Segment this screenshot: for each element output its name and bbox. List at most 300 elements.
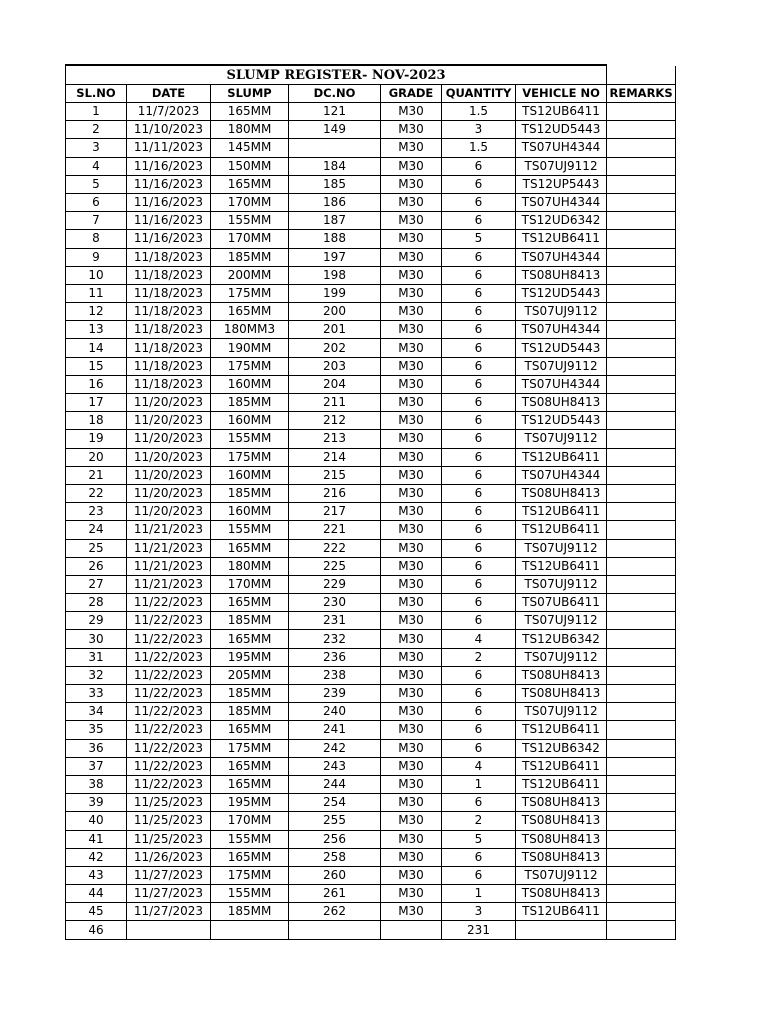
cell-vehicle-no: TS08UH8413 <box>516 685 607 703</box>
table-row <box>66 830 676 848</box>
cell-vehicle-no: TS07UJ9112 <box>516 648 607 666</box>
table-row <box>66 430 676 448</box>
cell-sl-no: 45 <box>66 903 127 921</box>
cell-grade: M30 <box>381 175 442 193</box>
table-row <box>66 630 676 648</box>
cell-slump: 165MM <box>211 303 289 321</box>
cell-sl-no: 11 <box>66 284 127 302</box>
cell-vehicle-no: TS07UJ9112 <box>516 357 607 375</box>
cell-dc-no: 244 <box>289 775 381 793</box>
cell-slump: 200MM <box>211 266 289 284</box>
cell-quantity: 4 <box>442 757 516 775</box>
cell-vehicle-no: TS07UJ9112 <box>516 430 607 448</box>
cell-grade: M30 <box>381 157 442 175</box>
cell-date: 11/21/2023 <box>127 557 211 575</box>
cell-dc-no: 221 <box>289 521 381 539</box>
table-row <box>66 739 676 757</box>
cell-vehicle-no: TS12UB6342 <box>516 630 607 648</box>
cell-dc-no: 243 <box>289 757 381 775</box>
cell-slump: 165MM <box>211 103 289 121</box>
table-body <box>66 103 676 940</box>
cell-vehicle-no: TS12UD5443 <box>516 284 607 302</box>
cell-dc-no: 230 <box>289 594 381 612</box>
cell-dc-no: 187 <box>289 212 381 230</box>
cell-quantity: 6 <box>442 539 516 557</box>
cell-sl-no: 26 <box>66 557 127 575</box>
cell-vehicle-no: TS08UH8413 <box>516 484 607 502</box>
table-row <box>66 557 676 575</box>
cell-remarks <box>607 448 676 466</box>
col-header-remarks: REMARKS <box>607 85 676 103</box>
table-row <box>66 212 676 230</box>
cell-quantity: 6 <box>442 794 516 812</box>
cell-grade: M30 <box>381 721 442 739</box>
cell-vehicle-no: TS12UB6411 <box>516 757 607 775</box>
table-row <box>66 230 676 248</box>
cell-sl-no: 37 <box>66 757 127 775</box>
cell-slump: 185MM <box>211 484 289 502</box>
cell-slump: 175MM <box>211 357 289 375</box>
cell-grade: M30 <box>381 321 442 339</box>
cell-quantity: 231 <box>442 921 516 939</box>
cell-dc-no <box>289 921 381 939</box>
cell-sl-no: 39 <box>66 794 127 812</box>
cell-sl-no: 27 <box>66 575 127 593</box>
cell-remarks <box>607 412 676 430</box>
cell-sl-no: 34 <box>66 703 127 721</box>
cell-slump: 170MM <box>211 575 289 593</box>
cell-remarks <box>607 539 676 557</box>
table-row <box>66 484 676 502</box>
cell-sl-no: 9 <box>66 248 127 266</box>
cell-sl-no: 8 <box>66 230 127 248</box>
cell-sl-no: 17 <box>66 394 127 412</box>
table-row <box>66 466 676 484</box>
cell-vehicle-no: TS07UJ9112 <box>516 703 607 721</box>
cell-grade: M30 <box>381 284 442 302</box>
cell-quantity: 6 <box>442 175 516 193</box>
cell-sl-no: 10 <box>66 266 127 284</box>
cell-vehicle-no: TS12UD5443 <box>516 412 607 430</box>
cell-vehicle-no: TS07UH4344 <box>516 193 607 211</box>
cell-date: 11/18/2023 <box>127 266 211 284</box>
cell-dc-no: 240 <box>289 703 381 721</box>
cell-slump: 165MM <box>211 175 289 193</box>
cell-sl-no: 46 <box>66 921 127 939</box>
cell-grade: M30 <box>381 121 442 139</box>
cell-dc-no: 216 <box>289 484 381 502</box>
cell-dc-no: 239 <box>289 685 381 703</box>
header-row <box>66 85 676 103</box>
cell-grade: M30 <box>381 266 442 284</box>
cell-date: 11/22/2023 <box>127 685 211 703</box>
cell-slump: 185MM <box>211 903 289 921</box>
cell-date: 11/18/2023 <box>127 375 211 393</box>
cell-date: 11/22/2023 <box>127 666 211 684</box>
cell-slump: 175MM <box>211 448 289 466</box>
cell-date: 11/10/2023 <box>127 121 211 139</box>
cell-quantity: 6 <box>442 594 516 612</box>
cell-date: 11/27/2023 <box>127 866 211 884</box>
cell-remarks <box>607 248 676 266</box>
cell-dc-no: 255 <box>289 812 381 830</box>
cell-sl-no: 40 <box>66 812 127 830</box>
cell-sl-no: 41 <box>66 830 127 848</box>
cell-dc-no: 222 <box>289 539 381 557</box>
cell-slump: 165MM <box>211 539 289 557</box>
cell-sl-no: 20 <box>66 448 127 466</box>
cell-dc-no: 213 <box>289 430 381 448</box>
cell-sl-no: 5 <box>66 175 127 193</box>
table-row <box>66 594 676 612</box>
cell-dc-no: 198 <box>289 266 381 284</box>
cell-sl-no: 16 <box>66 375 127 393</box>
cell-grade: M30 <box>381 230 442 248</box>
cell-vehicle-no: TS12UB6411 <box>516 230 607 248</box>
cell-vehicle-no: TS12UD6342 <box>516 212 607 230</box>
cell-vehicle-no: TS07UH4344 <box>516 375 607 393</box>
cell-vehicle-no: TS12UB6411 <box>516 503 607 521</box>
cell-sl-no: 12 <box>66 303 127 321</box>
cell-quantity: 3 <box>442 903 516 921</box>
cell-remarks <box>607 503 676 521</box>
cell-dc-no: 242 <box>289 739 381 757</box>
cell-sl-no: 4 <box>66 157 127 175</box>
cell-remarks <box>607 703 676 721</box>
cell-dc-no: 186 <box>289 193 381 211</box>
cell-date: 11/16/2023 <box>127 157 211 175</box>
cell-dc-no: 217 <box>289 503 381 521</box>
table-row <box>66 721 676 739</box>
cell-slump: 170MM <box>211 812 289 830</box>
cell-vehicle-no: TS12UD5443 <box>516 121 607 139</box>
cell-remarks <box>607 594 676 612</box>
cell-date: 11/22/2023 <box>127 594 211 612</box>
col-header-vehicle-no: VEHICLE NO <box>516 85 607 103</box>
cell-slump: 155MM <box>211 430 289 448</box>
cell-remarks <box>607 121 676 139</box>
cell-remarks <box>607 685 676 703</box>
cell-grade: M30 <box>381 630 442 648</box>
col-header-dc-no: DC.NO <box>289 85 381 103</box>
cell-slump: 175MM <box>211 739 289 757</box>
cell-dc-no: 188 <box>289 230 381 248</box>
cell-date: 11/16/2023 <box>127 193 211 211</box>
cell-quantity: 6 <box>442 339 516 357</box>
cell-quantity: 3 <box>442 121 516 139</box>
cell-vehicle-no: TS07UJ9112 <box>516 866 607 884</box>
cell-grade: M30 <box>381 503 442 521</box>
cell-grade: M30 <box>381 594 442 612</box>
cell-sl-no: 33 <box>66 685 127 703</box>
cell-date: 11/22/2023 <box>127 775 211 793</box>
table-row <box>66 503 676 521</box>
cell-vehicle-no: TS07UB6411 <box>516 594 607 612</box>
cell-slump: 165MM <box>211 757 289 775</box>
cell-slump: 165MM <box>211 848 289 866</box>
cell-grade: M30 <box>381 848 442 866</box>
cell-remarks <box>607 612 676 630</box>
cell-grade: M30 <box>381 575 442 593</box>
cell-sl-no: 13 <box>66 321 127 339</box>
cell-date: 11/20/2023 <box>127 412 211 430</box>
table-row <box>66 794 676 812</box>
cell-slump: 160MM <box>211 503 289 521</box>
cell-quantity: 4 <box>442 630 516 648</box>
cell-grade: M30 <box>381 448 442 466</box>
cell-dc-no <box>289 139 381 157</box>
cell-vehicle-no: TS08UH8413 <box>516 830 607 848</box>
cell-date: 11/22/2023 <box>127 757 211 775</box>
cell-remarks <box>607 103 676 121</box>
cell-vehicle-no: TS12UB6411 <box>516 448 607 466</box>
table-row <box>66 921 676 939</box>
cell-quantity: 6 <box>442 503 516 521</box>
cell-vehicle-no: TS07UH4344 <box>516 139 607 157</box>
cell-date: 11/21/2023 <box>127 575 211 593</box>
cell-quantity: 6 <box>442 357 516 375</box>
cell-vehicle-no: TS08UH8413 <box>516 394 607 412</box>
cell-grade: M30 <box>381 521 442 539</box>
cell-dc-no: 229 <box>289 575 381 593</box>
cell-slump: 180MM <box>211 121 289 139</box>
table-row <box>66 412 676 430</box>
cell-sl-no: 19 <box>66 430 127 448</box>
cell-remarks <box>607 812 676 830</box>
table-row <box>66 703 676 721</box>
cell-date <box>127 921 211 939</box>
cell-dc-no: 197 <box>289 248 381 266</box>
table-row <box>66 539 676 557</box>
cell-dc-no: 254 <box>289 794 381 812</box>
table-row <box>66 303 676 321</box>
cell-dc-no: 232 <box>289 630 381 648</box>
cell-sl-no: 18 <box>66 412 127 430</box>
cell-quantity: 6 <box>442 375 516 393</box>
cell-slump: 185MM <box>211 248 289 266</box>
cell-slump: 185MM <box>211 685 289 703</box>
cell-remarks <box>607 357 676 375</box>
cell-sl-no: 7 <box>66 212 127 230</box>
cell-dc-no: 199 <box>289 284 381 302</box>
cell-slump: 160MM <box>211 412 289 430</box>
table-row <box>66 103 676 121</box>
cell-sl-no: 30 <box>66 630 127 648</box>
cell-dc-no: 225 <box>289 557 381 575</box>
title-row-blank <box>607 66 676 85</box>
cell-grade: M30 <box>381 357 442 375</box>
cell-remarks <box>607 794 676 812</box>
cell-dc-no: 261 <box>289 885 381 903</box>
table-row <box>66 521 676 539</box>
cell-date: 11/7/2023 <box>127 103 211 121</box>
cell-vehicle-no: TS08UH8413 <box>516 848 607 866</box>
cell-remarks <box>607 757 676 775</box>
cell-grade: M30 <box>381 757 442 775</box>
cell-dc-no: 211 <box>289 394 381 412</box>
cell-sl-no: 35 <box>66 721 127 739</box>
cell-dc-no: 258 <box>289 848 381 866</box>
cell-quantity: 1 <box>442 775 516 793</box>
cell-dc-no: 236 <box>289 648 381 666</box>
cell-slump: 180MM <box>211 557 289 575</box>
cell-slump: 165MM <box>211 721 289 739</box>
cell-remarks <box>607 157 676 175</box>
cell-quantity: 6 <box>442 430 516 448</box>
cell-grade: M30 <box>381 648 442 666</box>
cell-vehicle-no: TS12UB6342 <box>516 739 607 757</box>
cell-dc-no: 256 <box>289 830 381 848</box>
table-row <box>66 903 676 921</box>
cell-vehicle-no: TS12UB6411 <box>516 903 607 921</box>
cell-quantity: 6 <box>442 248 516 266</box>
cell-quantity: 6 <box>442 412 516 430</box>
table-row <box>66 357 676 375</box>
cell-sl-no: 3 <box>66 139 127 157</box>
cell-date: 11/22/2023 <box>127 703 211 721</box>
col-header-date: DATE <box>127 85 211 103</box>
cell-remarks <box>607 848 676 866</box>
cell-quantity: 5 <box>442 230 516 248</box>
cell-quantity: 1.5 <box>442 103 516 121</box>
cell-slump: 195MM <box>211 648 289 666</box>
cell-remarks <box>607 921 676 939</box>
cell-date: 11/25/2023 <box>127 794 211 812</box>
table-row <box>66 757 676 775</box>
cell-sl-no: 32 <box>66 666 127 684</box>
cell-grade: M30 <box>381 430 442 448</box>
cell-remarks <box>607 175 676 193</box>
table-row <box>66 648 676 666</box>
cell-date: 11/20/2023 <box>127 394 211 412</box>
cell-vehicle-no: TS07UJ9112 <box>516 612 607 630</box>
cell-vehicle-no <box>516 921 607 939</box>
cell-grade: M30 <box>381 739 442 757</box>
cell-quantity: 6 <box>442 212 516 230</box>
table-row <box>66 885 676 903</box>
cell-grade: M30 <box>381 193 442 211</box>
cell-grade: M30 <box>381 885 442 903</box>
cell-sl-no: 1 <box>66 103 127 121</box>
cell-slump: 170MM <box>211 193 289 211</box>
cell-quantity: 6 <box>442 303 516 321</box>
cell-quantity: 6 <box>442 466 516 484</box>
cell-grade: M30 <box>381 685 442 703</box>
cell-remarks <box>607 466 676 484</box>
cell-slump: 185MM <box>211 703 289 721</box>
cell-date: 11/20/2023 <box>127 430 211 448</box>
cell-dc-no: 215 <box>289 466 381 484</box>
register-title: SLUMP REGISTER- NOV-2023 <box>66 66 607 85</box>
cell-date: 11/18/2023 <box>127 321 211 339</box>
cell-quantity: 6 <box>442 448 516 466</box>
cell-grade: M30 <box>381 539 442 557</box>
cell-remarks <box>607 321 676 339</box>
cell-date: 11/20/2023 <box>127 448 211 466</box>
cell-sl-no: 38 <box>66 775 127 793</box>
cell-vehicle-no: TS07UH4344 <box>516 321 607 339</box>
table-row <box>66 321 676 339</box>
cell-date: 11/22/2023 <box>127 721 211 739</box>
cell-vehicle-no: TS08UH8413 <box>516 666 607 684</box>
cell-vehicle-no: TS12UB6411 <box>516 775 607 793</box>
cell-slump: 165MM <box>211 775 289 793</box>
cell-sl-no: 25 <box>66 539 127 557</box>
cell-grade: M30 <box>381 794 442 812</box>
cell-quantity: 6 <box>442 266 516 284</box>
cell-sl-no: 29 <box>66 612 127 630</box>
cell-remarks <box>607 375 676 393</box>
cell-dc-no: 185 <box>289 175 381 193</box>
cell-grade: M30 <box>381 212 442 230</box>
cell-dc-no: 260 <box>289 866 381 884</box>
cell-dc-no: 184 <box>289 157 381 175</box>
cell-grade: M30 <box>381 103 442 121</box>
cell-slump <box>211 921 289 939</box>
cell-quantity: 6 <box>442 703 516 721</box>
table-row <box>66 139 676 157</box>
cell-remarks <box>607 284 676 302</box>
table-row <box>66 575 676 593</box>
table-row <box>66 775 676 793</box>
cell-slump: 175MM <box>211 284 289 302</box>
cell-date: 11/16/2023 <box>127 212 211 230</box>
cell-dc-no: 241 <box>289 721 381 739</box>
cell-date: 11/20/2023 <box>127 503 211 521</box>
cell-slump: 185MM <box>211 612 289 630</box>
cell-grade: M30 <box>381 866 442 884</box>
col-header-slump: SLUMP <box>211 85 289 103</box>
cell-grade: M30 <box>381 339 442 357</box>
cell-slump: 165MM <box>211 594 289 612</box>
cell-date: 11/27/2023 <box>127 885 211 903</box>
cell-slump: 160MM <box>211 466 289 484</box>
title-row <box>66 66 676 85</box>
cell-remarks <box>607 721 676 739</box>
cell-dc-no: 238 <box>289 666 381 684</box>
cell-remarks <box>607 394 676 412</box>
cell-vehicle-no: TS12UB6411 <box>516 521 607 539</box>
cell-vehicle-no: TS12UB6411 <box>516 103 607 121</box>
cell-sl-no: 6 <box>66 193 127 211</box>
cell-remarks <box>607 521 676 539</box>
cell-quantity: 6 <box>442 866 516 884</box>
cell-dc-no: 214 <box>289 448 381 466</box>
col-header-quantity: QUANTITY <box>442 85 516 103</box>
slump-register-table <box>65 65 676 940</box>
table-row <box>66 248 676 266</box>
cell-slump: 155MM <box>211 885 289 903</box>
cell-remarks <box>607 303 676 321</box>
cell-sl-no: 24 <box>66 521 127 539</box>
cell-date: 11/21/2023 <box>127 539 211 557</box>
cell-date: 11/26/2023 <box>127 848 211 866</box>
cell-date: 11/11/2023 <box>127 139 211 157</box>
cell-quantity: 6 <box>442 557 516 575</box>
table-row <box>66 848 676 866</box>
cell-date: 11/18/2023 <box>127 284 211 302</box>
cell-quantity: 6 <box>442 394 516 412</box>
cell-vehicle-no: TS12UP5443 <box>516 175 607 193</box>
cell-dc-no: 149 <box>289 121 381 139</box>
cell-grade: M30 <box>381 248 442 266</box>
cell-remarks <box>607 885 676 903</box>
cell-remarks <box>607 903 676 921</box>
table-row <box>66 375 676 393</box>
cell-date: 11/20/2023 <box>127 466 211 484</box>
cell-date: 11/16/2023 <box>127 230 211 248</box>
cell-date: 11/16/2023 <box>127 175 211 193</box>
